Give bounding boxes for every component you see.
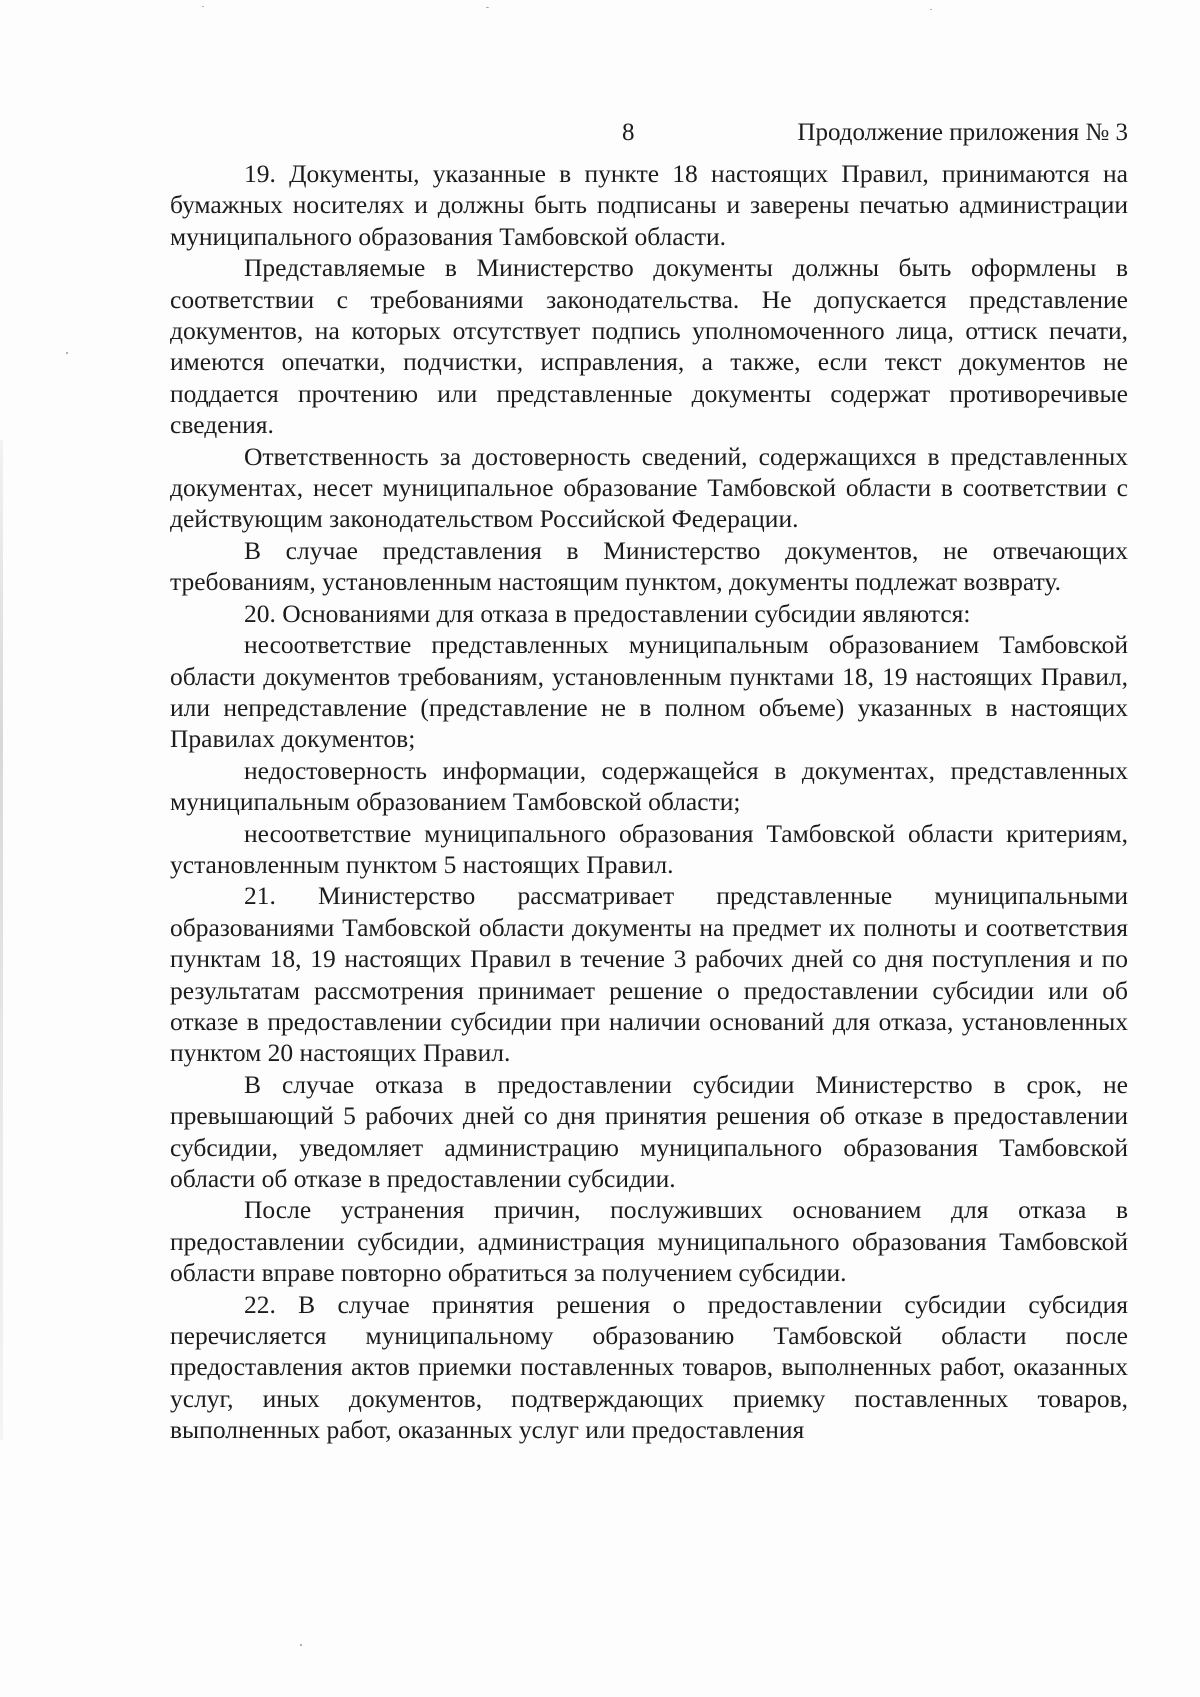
scan-speck bbox=[202, 6, 204, 7]
page-number: 8 bbox=[622, 119, 635, 146]
paragraph-21-review: 21. Министерство рассматривает представленные муниципальными образованиями Тамбовской области документы на предмет их полноты и соответствия пунктам 18, 19 настоящих Правил в течение 3 рабочих дней со дня поступления и по результатам рассмотрения принимает решение о предоставлении субсидии или об отказе в предоставлении субсидии при наличии оснований для отказа, установленных пунктом 20 настоящих Правил. bbox=[170, 881, 1128, 1068]
paragraph-19-documents-format: 19. Документы, указанные в пункте 18 настоящих Правил, принимаются на бумажных носителях и должны быть подписаны и заверены печатью администрации муниципального образования Тамбовской области. bbox=[170, 159, 1128, 251]
paragraph-documents-requirements: Представляемые в Министерство документы должны быть оформлены в соответствии с требованиями законодательства. Не допускается представление документов, на которых отсутствует подпись уполномоченного лица, оттиск печати, имеются опечатки, подчистки, исправления, а также, если текст документов не поддается прочтению или представленные документы содержат противоречивые сведения. bbox=[170, 253, 1128, 440]
paragraph-reapplication: После устранения причин, послуживших основанием для отказа в предоставлении субсидии, администрация муниципального образования Тамбовской области вправе повторно обратиться за получением субсидии. bbox=[170, 1195, 1128, 1288]
paragraph-20-refusal-grounds: 20. Основаниями для отказа в предоставлении субсидии являются: bbox=[244, 598, 971, 628]
paragraph-return-of-documents: В случае представления в Министерство документов, не отвечающих требованиям, установленным настоящим пунктом, документы подлежат возврату. bbox=[170, 535, 1128, 597]
page-header bbox=[0, 118, 1200, 148]
document-body bbox=[170, 158, 1128, 1446]
scan-speck bbox=[300, 1644, 302, 1646]
scan-edge-shadow bbox=[0, 440, 3, 1440]
appendix-continuation-label: Продолжение приложения № 3 bbox=[797, 119, 1128, 146]
scan-speck bbox=[486, 7, 489, 8]
list-item-nonconformity-documents: несоответствие представленных муниципальным образованием Тамбовской области документов требованиям, установленным пунктами 18, 19 настоящих Правил, или непредставление (представление не в полном объеме) указанных в настоящих Правилах документов; bbox=[170, 630, 1128, 754]
list-item-criteria-nonconformity: несоответствие муниципального образования Тамбовской области критериям, установленным пунктом 5 настоящих Правил. bbox=[170, 818, 1128, 879]
paragraph-refusal-notification: В случае отказа в предоставлении субсидии Министерство в срок, не превышающий 5 рабочих дней со дня принятия решения об отказе в предоставлении субсидии, уведомляет администрацию муниципального образования Тамбовской области об отказе в предоставлении субсидии. bbox=[170, 1069, 1128, 1193]
paragraph-responsibility: Ответственность за достоверность сведений, содержащихся в представленных документах, несет муниципальное образование Тамбовской области в соответствии с действующим законодательством Российской Федерации. bbox=[170, 441, 1128, 534]
paragraph-22-transfer: 22. В случае принятия решения о предоставлении субсидии субсидия перечисляется муниципальному образованию Тамбовской области после предоставления актов приемки поставленных товаров, выполненных работ, оказанных услуг, иных документов, подтверждающих приемку поставленных товаров, выполненных работ, оказанных услуг или предоставления bbox=[170, 1289, 1128, 1445]
scan-speck bbox=[930, 9, 932, 10]
scan-speck bbox=[66, 352, 68, 354]
list-item-unreliable-information: недостоверность информации, содержащейся в документах, представленных муниципальным образованием Тамбовской области; bbox=[170, 755, 1128, 817]
